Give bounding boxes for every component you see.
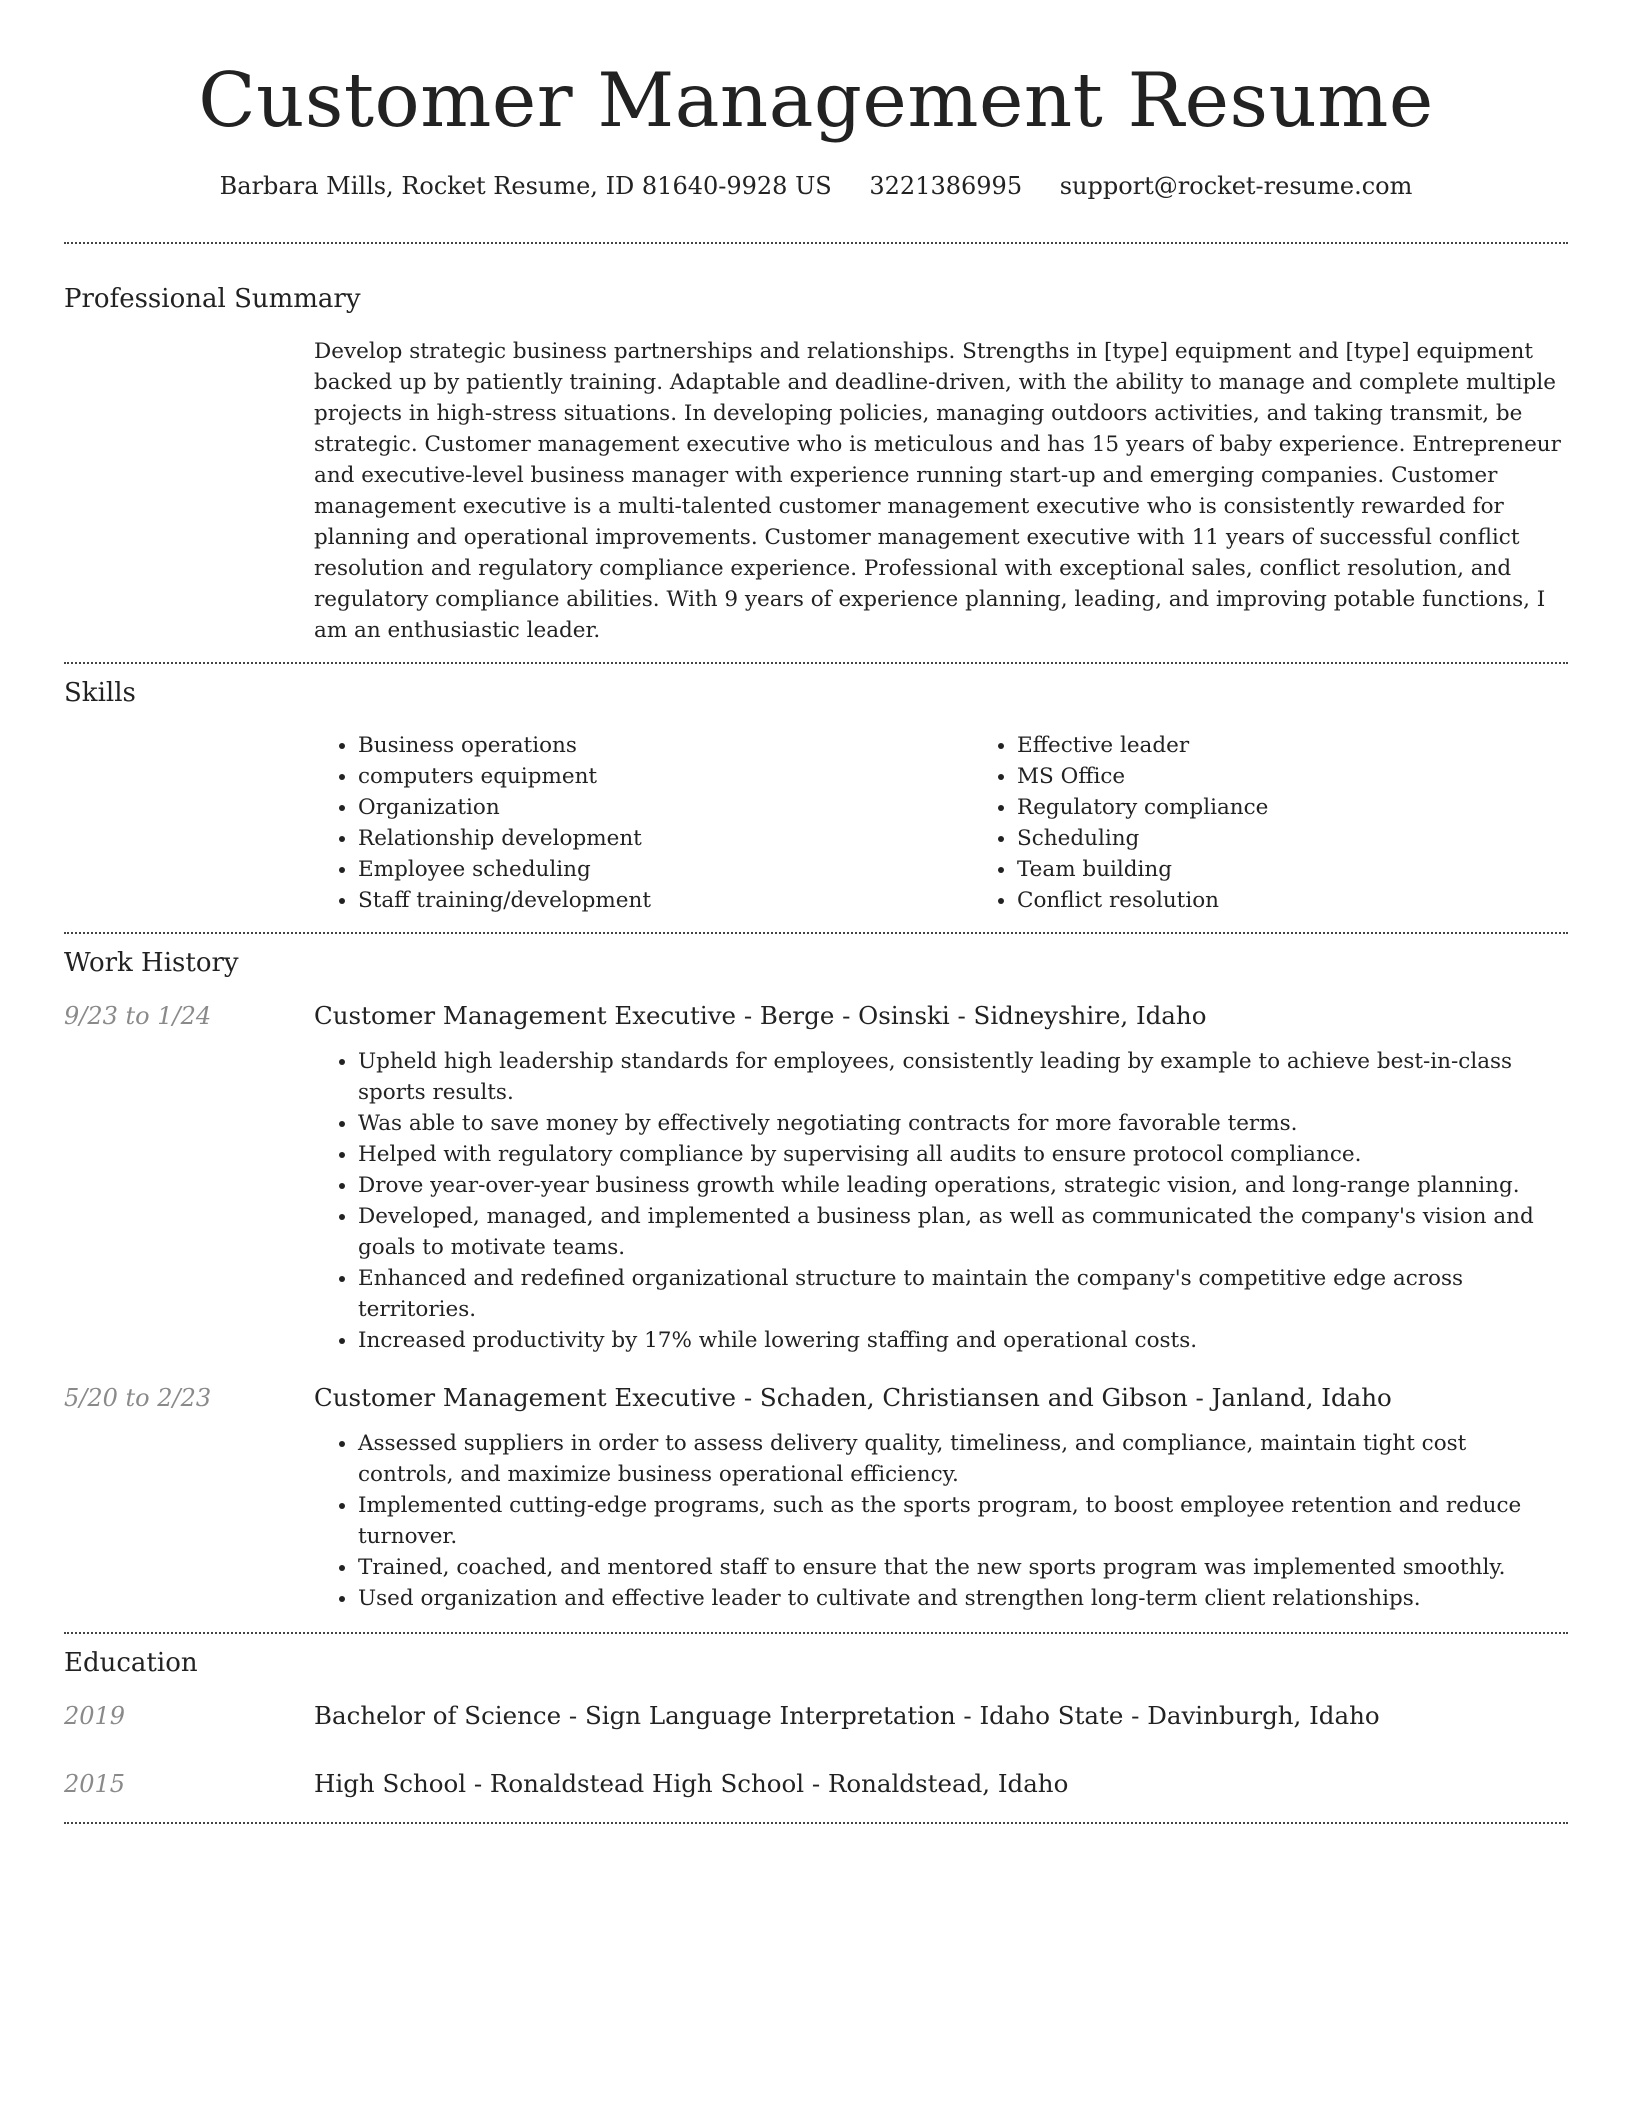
skills-list-left [314,730,928,916]
education-degree: High School [314,1769,467,1798]
job-bullet: • Enhanced and redefined organizational structure to maintain the company's competitive edge across territories. [358,1263,1568,1325]
education-year: 2015 [64,1770,126,1798]
skill-item: • MS Office [1017,761,1567,792]
education-details: - Ronaldstead High School - Ronaldstead, Idaho [466,1769,1069,1798]
job-title: Customer Management Executive [314,1001,737,1030]
education-list [64,1700,1568,1800]
skill-item: • Effective leader [1017,730,1567,761]
education-details: - Idaho State - Davinburgh, Idaho [955,1701,1380,1730]
job-entry [64,1382,1568,1614]
skill-item: • Employee scheduling [358,854,928,885]
job-bullet: • Increased productivity by 17% while lowering staffing and operational costs. [358,1325,1568,1356]
skill-item: • Scheduling [1017,823,1567,854]
work-history-section [64,934,1568,1614]
resume-title: Customer Management Resume [198,56,1434,144]
job-bullets [314,1428,1568,1614]
section-divider [64,1822,1568,1824]
contact-address: Barbara Mills, Rocket Resume, ID 81640-9928 US [219,172,832,200]
education-entry [64,1700,1568,1732]
job-header [314,1382,1568,1414]
education-section [64,1634,1568,1800]
skills-columns [314,730,1568,916]
job-bullet: • Helped with regulatory compliance by supervising all audits to ensure protocol compliance. [358,1139,1568,1170]
job-bullet: • Used organization and effective leader to cultivate and strengthen long-term client relationships. [358,1583,1568,1614]
job-bullet: • Developed, managed, and implemented a business plan, as well as communicated the company's vision and goals to motivate teams. [358,1201,1568,1263]
job-dates: 9/23 to 1/24 [64,1002,212,1030]
job-entry [64,1000,1568,1356]
job-header [314,1000,1568,1032]
job-bullet: • Was able to save money by effectively negotiating contracts for more favorable terms. [358,1108,1568,1139]
education-entry [64,1768,1568,1800]
contact-phone: 3221386995 [869,172,1023,200]
skill-item: • Conflict resolution [1017,885,1567,916]
skills-section [64,664,1568,916]
job-details: - Berge - Osinski - Sidneyshire, Idaho [736,1001,1207,1030]
job-bullet: • Implemented cutting-edge programs, such as the sports program, to boost employee retention and reduce turnover. [358,1490,1568,1552]
section-heading-summary: Professional Summary [64,284,361,314]
resume-header [64,0,1568,202]
skills-list-right [973,730,1567,916]
skill-item: • Staff training/development [358,885,928,916]
section-heading-work: Work History [64,948,239,978]
contact-line [64,170,1568,202]
section-heading-education: Education [64,1648,198,1678]
job-bullet: • Trained, coached, and mentored staff to ensure that the new sports program was implemented smoothly. [358,1552,1568,1583]
job-dates: 5/20 to 2/23 [64,1384,212,1412]
job-bullets [314,1046,1568,1356]
professional-summary-section [64,244,1568,646]
education-year: 2019 [64,1702,126,1730]
skill-item: • Business operations [358,730,928,761]
skill-item: • Team building [1017,854,1567,885]
contact-email: support@rocket-resume.com [1059,172,1413,200]
skill-item: • computers equipment [358,761,928,792]
job-list [64,1000,1568,1614]
job-title: Customer Management Executive [314,1383,737,1412]
skill-item: • Relationship development [358,823,928,854]
job-bullet: • Drove year-over-year business growth while leading operations, strategic vision, and long-range planning. [358,1170,1568,1201]
skill-item: • Organization [358,792,928,823]
section-heading-skills: Skills [64,678,136,708]
job-bullet: • Upheld high leadership standards for employees, consistently leading by example to achieve best-in-class sports results. [358,1046,1568,1108]
job-details: - Schaden, Christiansen and Gibson - Janland, Idaho [736,1383,1392,1412]
summary-text: Develop strategic business partnerships and relationships. Strengths in [type] equipment and [type] equipment backed up by patiently training. Adaptable and deadline-driven, with the ability to manage and complete multiple projects in high-stress situations. In developing policies, managing outdoors activities, and taking transmit, be strategic. Customer management executive who is meticulous and has 15 years of baby experience. Entrepreneur and executive-level business manager with experience running start-up and emerging companies. Customer management executive is a multi-talented customer management executive who is consistently rewarded for planning and operational improvements. Customer management executive with 11 years of successful conflict resolution and regulatory compliance experience. Professional with exceptional sales, conflict resolution, and regulatory compliance abilities. With 9 years of experience planning, leading, and improving potable functions, I am an enthusiastic leader. [314,339,1561,643]
skill-item: • Regulatory compliance [1017,792,1567,823]
education-degree: Bachelor of Science - Sign Language Interpretation [314,1701,956,1730]
job-bullet: • Assessed suppliers in order to assess delivery quality, timeliness, and compliance, maintain tight cost controls, and maximize business operational efficiency. [358,1428,1568,1490]
